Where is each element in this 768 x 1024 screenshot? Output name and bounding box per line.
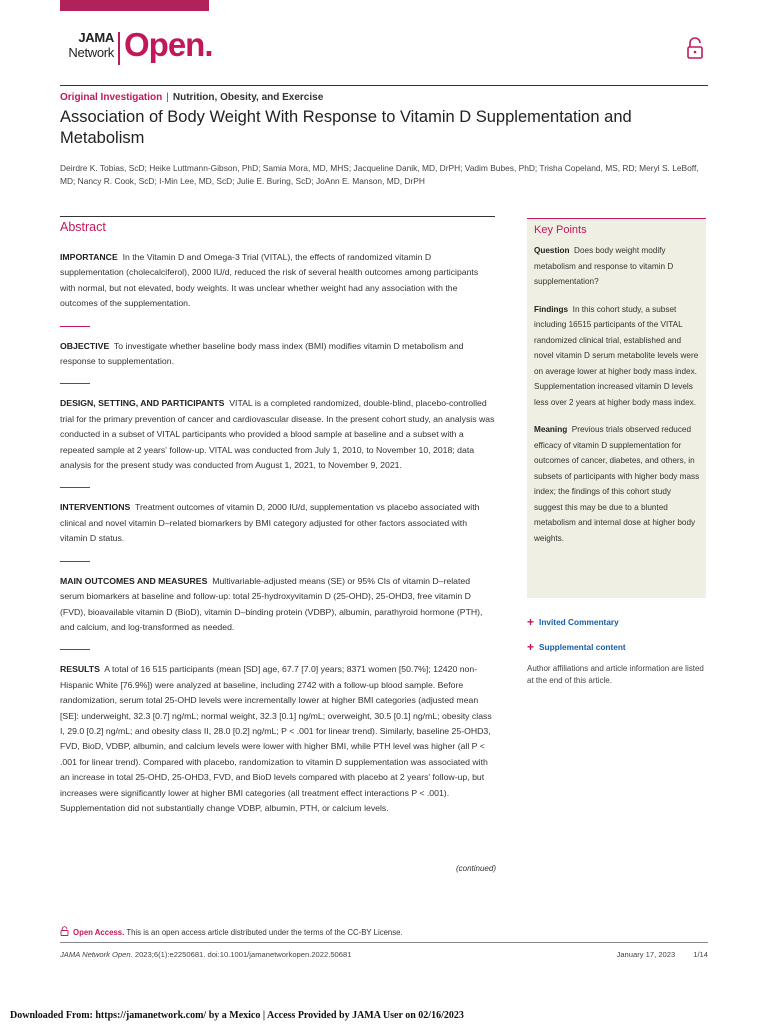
key-point-label: Question xyxy=(534,246,570,255)
continued-note: (continued) xyxy=(455,864,496,873)
section-label: INTERVENTIONS xyxy=(60,502,131,513)
section-divider xyxy=(60,561,90,562)
publication-date-line xyxy=(560,950,708,959)
key-point-question xyxy=(534,243,700,290)
key-points-box xyxy=(527,218,706,598)
abstract-section-outcomes xyxy=(60,574,496,636)
open-access-small-lock-icon xyxy=(60,926,69,936)
article-category[interactable]: Nutrition, Obesity, and Exercise xyxy=(172,92,324,103)
section-label: MAIN OUTCOMES AND MEASURES xyxy=(60,575,208,586)
logo-network: Network xyxy=(68,45,114,60)
publication-date: January 17, 2023 xyxy=(616,950,676,959)
invited-commentary-link[interactable] xyxy=(527,615,619,629)
section-text: Multivariable-adjusted means (SE) or 95% CIs of vitamin D–related serum biomarkers at baseline and follow-up: total 25-hydroxyvitamin D (25-OHD), 25-OHD3, free vitamin D (FVD), bioavailable vitamin D (BioD), vitamin D–binding protein (VDBP), albumin, parathyroid hormone (PTH), and calcium, and log-transformed as needed. xyxy=(60,575,483,632)
supplemental-content-link[interactable] xyxy=(527,640,626,654)
abstract-section-results xyxy=(60,662,496,816)
supplemental-content-label: Supplemental content xyxy=(539,642,626,652)
section-divider xyxy=(60,326,90,327)
key-point-text: Does body weight modify metabolism and response to vitamin D supplementation? xyxy=(534,246,674,286)
article-title: Association of Body Weight With Response to Vitamin D Supplementation and Metabolism xyxy=(60,108,632,147)
open-access-label[interactable]: Open Access. xyxy=(73,928,125,937)
affiliations-note: Author affiliations and article information are listed at the end of this article. xyxy=(527,664,704,685)
section-text: VITAL is a completed randomized, double-blind, placebo-controlled trial for the primary prevention of cancer and cardiovascular disease. In the present cohort study, an analysis was conducted in a subset of VITAL participants who provided a blood sample at baseline and a subset with a repeated sample at 2 years' follow-up. VITAL was conducted from July 1, 2010, to November 10, 2018; data analysis for the present study was conducted from August 1, 2021, to November 9, 2021. xyxy=(60,398,495,471)
key-point-label: Findings xyxy=(534,304,569,314)
invited-commentary-label: Invited Commentary xyxy=(539,617,619,627)
kicker-separator: | xyxy=(166,92,169,103)
citation-text[interactable]: 2023;6(1):e2250681. doi:10.1001/jamanetworkopen.2022.50681 xyxy=(134,950,352,959)
article-type[interactable]: Original Investigation xyxy=(60,92,163,103)
key-points-body xyxy=(534,243,700,558)
abstract-section-interventions xyxy=(60,500,496,546)
key-points-title: Key Points xyxy=(534,224,587,236)
section-text: In the Vitamin D and Omega-3 Trial (VITAL), the effects of randomized vitamin D supplementation (cholecalciferol), 2000 IU/d, reduced the risk of several health outcomes among participants with normal, but not elevated, body weights. It was unclear whether weight had any association with the outcomes of the supplementation. xyxy=(60,252,479,309)
abstract-rule xyxy=(60,216,495,217)
section-label: DESIGN, SETTING, AND PARTICIPANTS xyxy=(60,398,225,409)
logo-jama: JAMA xyxy=(78,30,114,45)
plus-icon: + xyxy=(527,615,535,629)
open-access-lock-icon xyxy=(685,36,705,60)
open-access-text: This is an open access article distributed under the terms of the CC-BY License. xyxy=(126,928,403,937)
section-text: Treatment outcomes of vitamin D, 2000 IU/d, supplementation vs placebo associated with clinical and novel vitamin D–related biomarkers by BMI category adjusted for other factors associated with vitamin D status. xyxy=(60,502,480,544)
header-rule xyxy=(60,85,708,86)
logo-divider xyxy=(118,32,120,65)
journal-name: JAMA Network Open. xyxy=(60,950,133,959)
abstract-section-design xyxy=(60,396,496,473)
section-label: IMPORTANCE xyxy=(60,252,118,262)
page-number: 1/14 xyxy=(693,950,708,959)
footer-rule xyxy=(60,942,708,943)
section-text: To investigate whether baseline body mass index (BMI) modifies vitamin D metabolism and response to supplementation. xyxy=(60,340,464,367)
download-notice: Downloaded From: https://jamanetwork.com/ by a Mexico | Access Provided by JAMA User on 02/16/2023 xyxy=(10,1010,464,1021)
article-kicker xyxy=(60,92,323,103)
abstract-section-objective xyxy=(60,339,496,370)
abstract-body xyxy=(60,250,496,830)
citation-line xyxy=(60,950,351,959)
abstract-section-importance xyxy=(60,250,496,312)
plus-icon: + xyxy=(527,640,535,654)
key-point-findings xyxy=(534,302,700,411)
section-label: RESULTS xyxy=(60,664,100,675)
key-point-text: In this cohort study, a subset including 16515 participants of the VITAL randomized clinical trial, established and novel vitamin D serum metabolite levels were on average lower at higher body mass index. Supplementation increased vitamin D levels less over 2 years at higher body mass index. xyxy=(534,304,699,407)
section-divider xyxy=(60,487,90,488)
key-point-meaning xyxy=(534,422,700,546)
section-divider xyxy=(60,383,90,384)
section-label: OBJECTIVE xyxy=(60,340,110,351)
key-point-label: Meaning xyxy=(534,425,568,434)
section-divider xyxy=(60,649,90,650)
logo-open: Open. xyxy=(124,26,213,63)
top-accent-bar xyxy=(60,0,209,11)
abstract-heading: Abstract xyxy=(60,220,106,234)
section-text: A total of 16 515 participants (mean [SD] age, 67.7 [7.0] years; 8371 women [50.7%]; 12420 non-Hispanic White [76.9%]) were analyzed at baseline, including 2742 with a follow-up blood sample. Before randomization, serum total 25-OHD levels were incrementally lower at higher BMI categories (adjusted mean [SE]: underweight, 32.3 [0.7] ng/mL; normal weight, 32.3 [0.1] ng/mL; overweight, 30.5 [0.1] ng/mL; obesity class I, 29.0 [0.2] ng/mL; and obesity class II, 28.0 [0.2] ng/mL; P < .001 for linear trend). Similarly, baseline 25-OHD3, FVD, BioD, VDBP, albumin, and calcium levels were lower with higher BMI, while PTH level was higher (all P < .001 for linear trend). Compared with placebo, randomization to vitamin D supplementation was associated with an increase in total 25-OHD, 25-OHD3, FVD, and BioD levels compared with placebo at 2 years' follow-up, but increases were significantly lower at higher BMI categories (all treatment effect interactions P < .001). Supplementation did not substantially change VDBP, albumin, PTH, or calcium levels. xyxy=(60,664,492,813)
open-access-statement xyxy=(60,926,403,937)
author-list: Deirdre K. Tobias, ScD; Heike Luttmann-Gibson, PhD; Samia Mora, MD, MHS; Jacqueline Danik, MD, DrPH; Vadim Bubes, PhD; Trisha Copeland, MS, RD; Meryl S. LeBoff, MD; Nancy R. Cook, ScD; I-Min Lee, MD, ScD; Julie E. Buring, ScD; JoAnn E. Manson, MD, DrPH xyxy=(60,163,699,186)
key-point-text: Previous trials observed reduced efficacy of vitamin D supplementation for outcomes of cancer, diabetes, and others, in subsets of participants with higher body mass index; the findings of this cohort study suggest this may be due to a blunted metabolism and internal dose at higher body weights. xyxy=(534,425,700,543)
